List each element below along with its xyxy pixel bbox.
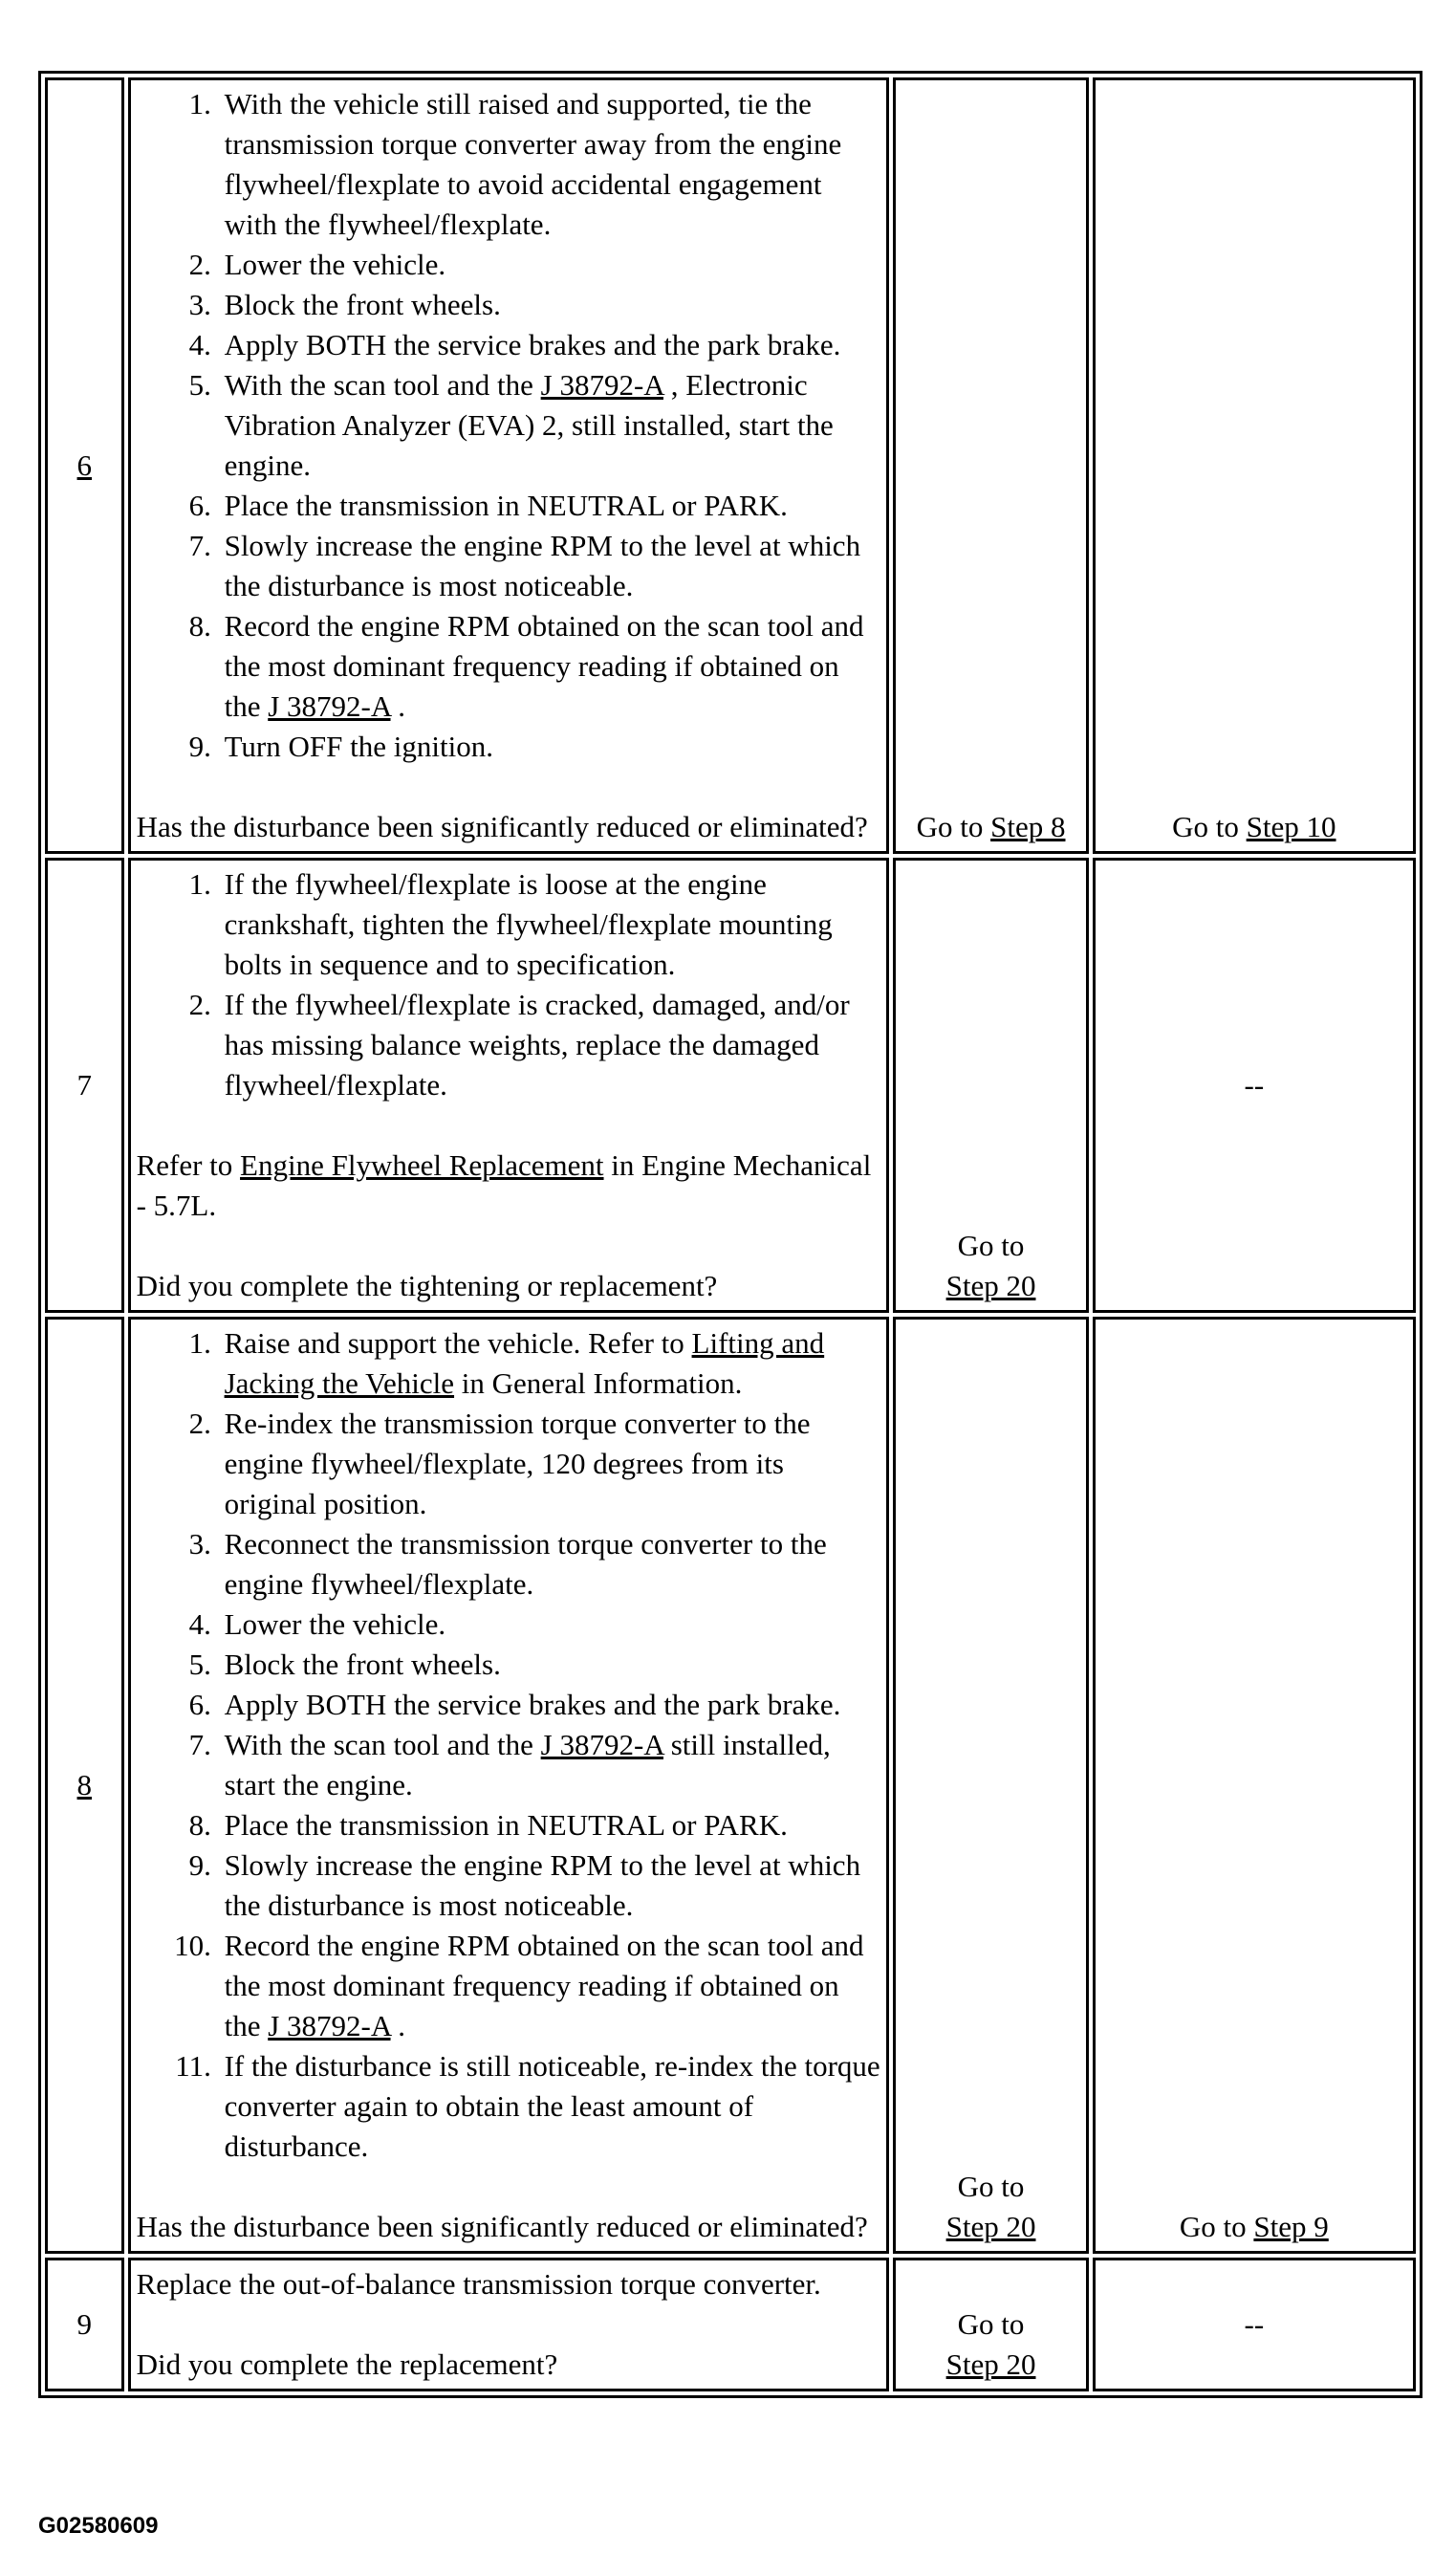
refer-text: in Engine Mechanical - 5.7L. xyxy=(136,1148,872,1222)
procedure-item xyxy=(219,526,881,606)
no-value: -- xyxy=(1244,2307,1265,2341)
procedure-item xyxy=(219,84,881,245)
yes-step-link[interactable]: Step 20 xyxy=(945,2347,1036,2381)
procedure-text: Lower the vehicle. xyxy=(224,1607,446,1641)
procedure-item xyxy=(219,727,881,767)
procedure-text: Lower the vehicle. xyxy=(224,248,446,281)
action-cell xyxy=(128,2258,890,2391)
yes-cell xyxy=(893,77,1088,854)
procedure-text: . xyxy=(390,2009,406,2042)
table-row xyxy=(45,1317,1416,2254)
refer-paragraph xyxy=(137,1146,881,1226)
procedure-item xyxy=(219,1685,881,1725)
procedure-item xyxy=(219,1845,881,1926)
procedure-item xyxy=(219,365,881,486)
procedure-text: Slowly increase the engine RPM to the level at which the disturbance is most noticeable. xyxy=(224,529,861,602)
procedure-text: Reconnect the transmission torque converter to the engine flywheel/flexplate. xyxy=(224,1527,827,1601)
procedure-text: Block the front wheels. xyxy=(224,288,501,321)
procedure-item xyxy=(219,1605,881,1645)
procedure-text: Apply BOTH the service brakes and the park brake. xyxy=(224,1688,841,1721)
yes-cell xyxy=(893,1317,1088,2254)
question-text: Has the disturbance been significantly reduced or eliminated? xyxy=(136,2210,868,2243)
procedure-text: With the scan tool and the xyxy=(224,368,541,402)
go-to-text: Go to xyxy=(916,810,991,843)
procedure-text: Re-index the transmission torque converter to the engine flywheel/flexplate, 120 degrees from its original position. xyxy=(224,1407,811,1520)
reference-link[interactable]: J 38792-A xyxy=(540,1728,663,1761)
procedure-text: With the vehicle still raised and supported, tie the transmission torque converter away from the engine flywheel/flexplate to avoid accidental engagement with the flywheel/flexplate. xyxy=(224,87,842,241)
yes-cell xyxy=(893,2258,1088,2391)
action-cell xyxy=(128,77,890,854)
question-text: Did you complete the replacement? xyxy=(136,2347,558,2381)
procedure-item xyxy=(219,245,881,285)
procedure-text: , Electronic Vibration Analyzer (EVA) 2, still installed, start the engine. xyxy=(224,368,834,482)
no-value: -- xyxy=(1244,1068,1265,1102)
reference-link[interactable]: J 38792-A xyxy=(268,2009,391,2042)
action-cell xyxy=(128,1317,890,2254)
yes-cell xyxy=(893,858,1088,1313)
procedure-item xyxy=(219,1404,881,1524)
procedure-item xyxy=(219,1524,881,1605)
step-number-link[interactable]: 8 xyxy=(76,1768,93,1801)
procedure-item xyxy=(219,486,881,526)
procedure-item xyxy=(219,2046,881,2167)
step-number: 7 xyxy=(76,1068,93,1102)
procedure-text: Block the front wheels. xyxy=(224,1648,501,1681)
go-to-text: Go to xyxy=(957,2170,1025,2203)
procedure-text: If the flywheel/flexplate is cracked, damaged, and/or has missing balance weights, replace the damaged flywheel/flexplate. xyxy=(224,988,850,1102)
go-to-text: Go to xyxy=(1179,2210,1254,2243)
reference-link[interactable]: J 38792-A xyxy=(268,689,391,723)
procedure-text: Place the transmission in NEUTRAL or PARK. xyxy=(224,489,788,522)
procedure-text: If the disturbance is still noticeable, re-index the torque converter again to obtain the least amount of disturbance. xyxy=(224,2049,880,2163)
procedure-text: in General Information. xyxy=(454,1366,743,1400)
go-to-text: Go to xyxy=(1172,810,1247,843)
yes-step-link[interactable]: Step 20 xyxy=(945,1269,1036,1302)
no-cell xyxy=(1093,1317,1416,2254)
refer-link[interactable]: Engine Flywheel Replacement xyxy=(240,1148,604,1182)
step-cell xyxy=(45,1317,124,2254)
procedure-text: still installed, start the engine. xyxy=(224,1728,831,1801)
diagnostic-table-body xyxy=(45,77,1416,2391)
step-cell xyxy=(45,2258,124,2391)
procedure-text: Raise and support the vehicle. Refer to xyxy=(224,1326,692,1360)
yes-step-link[interactable]: Step 8 xyxy=(990,810,1066,843)
procedure-list xyxy=(137,84,881,767)
step-cell xyxy=(45,858,124,1313)
table-row xyxy=(45,858,1416,1313)
go-to-text: Go to xyxy=(957,1229,1025,1262)
procedure-item xyxy=(219,1725,881,1805)
action-text: Replace the out-of-balance transmission torque converter. xyxy=(136,2267,821,2301)
reference-link[interactable]: Lifting and Jacking the Vehicle xyxy=(224,1326,825,1400)
no-cell xyxy=(1093,2258,1416,2391)
procedure-text: With the scan tool and the xyxy=(224,1728,541,1761)
procedure-item xyxy=(219,985,881,1105)
procedure-item xyxy=(219,1323,881,1404)
question-text: Has the disturbance been significantly reduced or eliminated? xyxy=(136,810,868,843)
question-text: Did you complete the tightening or replacement? xyxy=(136,1269,718,1302)
procedure-item xyxy=(219,1805,881,1845)
step-number-link[interactable]: 6 xyxy=(76,448,93,482)
no-cell xyxy=(1093,858,1416,1313)
procedure-text: Record the engine RPM obtained on the scan tool and the most dominant frequency reading if obtained on the xyxy=(224,609,864,723)
procedure-item xyxy=(219,864,881,985)
table-row xyxy=(45,2258,1416,2391)
reference-link[interactable]: J 38792-A xyxy=(540,368,663,402)
action-cell xyxy=(128,858,890,1313)
procedure-list xyxy=(137,864,881,1105)
procedure-item xyxy=(219,1645,881,1685)
procedure-text: Record the engine RPM obtained on the scan tool and the most dominant frequency reading if obtained on the xyxy=(224,1929,864,2042)
procedure-text: If the flywheel/flexplate is loose at the engine crankshaft, tighten the flywheel/flexplate mounting bolts in sequence and to specification. xyxy=(224,867,833,981)
procedure-text: Place the transmission in NEUTRAL or PARK. xyxy=(224,1808,788,1842)
step-cell xyxy=(45,77,124,854)
step-number: 9 xyxy=(76,2307,93,2341)
no-step-link[interactable]: Step 9 xyxy=(1253,2210,1329,2243)
no-step-link[interactable]: Step 10 xyxy=(1246,810,1336,843)
procedure-text: Slowly increase the engine RPM to the level at which the disturbance is most noticeable. xyxy=(224,1848,861,1922)
procedure-text: Turn OFF the ignition. xyxy=(224,730,493,763)
procedure-text: Apply BOTH the service brakes and the park brake. xyxy=(224,328,841,361)
procedure-list xyxy=(137,1323,881,2167)
procedure-item xyxy=(219,1926,881,2046)
refer-text: Refer to xyxy=(136,1148,241,1182)
table-row xyxy=(45,77,1416,854)
procedure-item xyxy=(219,606,881,727)
yes-step-link[interactable]: Step 20 xyxy=(945,2210,1036,2243)
diagnostic-table xyxy=(38,71,1422,2398)
procedure-item xyxy=(219,325,881,365)
no-cell xyxy=(1093,77,1416,854)
figure-id: G02580609 xyxy=(38,2513,159,2539)
procedure-item xyxy=(219,285,881,325)
procedure-text: . xyxy=(390,689,406,723)
go-to-text: Go to xyxy=(957,2307,1025,2341)
